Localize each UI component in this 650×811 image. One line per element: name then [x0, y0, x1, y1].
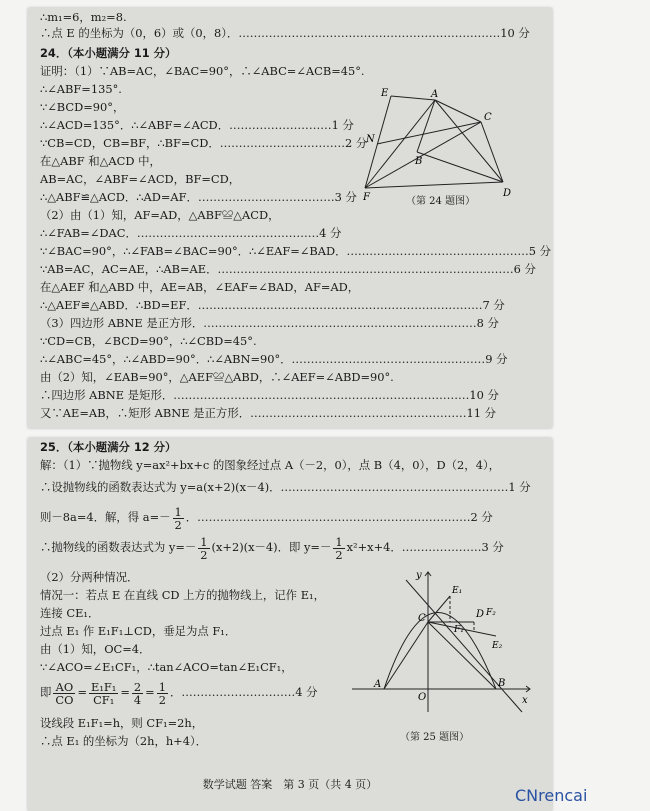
q24-line: AB=AC，∠ABF=∠ACD，BF=CD， [40, 172, 241, 186]
watermark: CNrencai [515, 786, 588, 805]
q24-line: ∵∠BAC=90°，∴∠FAB=∠BAC=90°．∴∠EAF=∠BAD．…………………………………………5 分 [40, 244, 552, 258]
q24-line: ∴△AEF≌△ABD．∴BD=EF．…………………………………………………………………7 分 [40, 298, 505, 312]
q24-line: 证明：（1）∵AB=AC，∠BAC=90°，∴∠ABC=∠ACB=45°. [40, 64, 365, 78]
q25-line-11-pre: 即 [40, 685, 52, 699]
fraction-denominator: 4 [133, 692, 142, 707]
label-F1: F₁ [454, 625, 464, 635]
q25-figure-caption: （第 25 题图） [400, 732, 470, 743]
q24-line: ∴四边形 ABNE 是矩形．……………………………………………………………………10 分 [40, 388, 499, 402]
q24-line: 在△ABF 和△ACD 中， [40, 154, 161, 168]
q24-line: 在△AEF 和△ABD 中，AE=AB，∠EAF=∠BAD，AF=AD， [40, 280, 360, 294]
q24-line: ∴∠ACD=135°．∴∠ABF=∠ACD．………………………1 分 [40, 118, 354, 132]
fraction-denominator: 2 [200, 547, 208, 562]
q25-line-4 [40, 534, 504, 561]
q25-line-12: 设线段 E₁F₁=h，则 CF₁=2h， [40, 716, 204, 730]
fraction-numerator: E₁F₁ [91, 679, 117, 694]
answer-sheet-top [28, 8, 552, 428]
label-B: B [415, 156, 423, 167]
fraction [132, 681, 143, 706]
q24-line: ∴m₁=6，m₂=8. [40, 10, 127, 24]
label-y: y [416, 570, 422, 581]
fraction-numerator: 1 [200, 534, 208, 549]
fraction-denominator: 2 [158, 692, 166, 707]
label-F: F [363, 192, 370, 203]
q24-line: 24．（本小题满分 11 分） [40, 46, 177, 60]
q25-line-13: ∴点 E₁ 的坐标为（2h，h+4）． [40, 734, 208, 748]
page-footer: 数学试题 答案 第 3 页（共 4 页） [202, 778, 378, 791]
fraction [53, 681, 75, 706]
label-C: C [418, 613, 426, 624]
q25-line-3 [40, 504, 493, 531]
fraction-numerator: 1 [335, 534, 343, 549]
q24-line: （3）四边形 ABNE 是正方形．………………………………………………………………8 分 [40, 316, 499, 330]
label-E1: E₁ [452, 586, 463, 596]
q24-line: ∴∠ABF=135°. [40, 82, 122, 96]
fraction-numerator: 1 [158, 679, 166, 694]
fraction-denominator: CO [55, 692, 74, 707]
fraction-numerator: 2 [133, 679, 142, 694]
q24-line: ∵CB=CD，CB=BF，∴BF=CD．……………………………2 分 [40, 136, 368, 150]
q24-figure-caption: （第 24 题图） [406, 196, 476, 207]
q24-line: ∵AB=AC，AC=AE，∴AB=AE．……………………………………………………………………6 分 [40, 262, 536, 276]
label-E: E [381, 88, 389, 99]
q25-line-3-pre: 则－8a=4．解，得 a=－ [40, 510, 171, 524]
fraction [89, 681, 118, 706]
label-C: C [484, 112, 492, 123]
label-D: D [503, 188, 512, 199]
fraction [157, 681, 168, 706]
label-x: x [522, 695, 528, 706]
label-E2: E₂ [492, 641, 503, 651]
label-O: O [418, 692, 427, 703]
label-A: A [374, 679, 382, 690]
q24-line: ∵CD=CB，∠BCD=90°，∴∠CBD=45°. [40, 334, 257, 348]
q25-line-2: ∴设抛物线的函数表达式为 y=a(x+2)(x－4)．……………………………………………………1 分 [40, 480, 531, 494]
q24-line: （2）由（1）知，AF=AD，△ABF≌△ACD， [40, 208, 280, 222]
q25-line-3-post: ．………………………………………………………………2 分 [185, 510, 493, 524]
q24-line: ∵∠BCD=90°， [40, 100, 125, 114]
q25-line-5: （2）分两种情况． [40, 570, 139, 584]
label-B: B [498, 678, 506, 689]
q24-line: ∴点 E 的坐标为（0，6）或（0，8）．……………………………………………………………10 分 [40, 26, 530, 40]
fraction [173, 506, 184, 531]
q25-line-6: 情况一：若点 E 在直线 CD 上方的抛物线上，记作 E₁， [40, 588, 325, 602]
label-N: N [366, 134, 375, 145]
q24-line: ∴△ABF≌△ACD．∴AD=AF．………………………………3 分 [40, 190, 357, 204]
q25-line-4-mid: (x+2)(x－4)．即 y=－ [211, 540, 332, 554]
q25-figure [346, 566, 536, 716]
fraction-denominator: 2 [174, 517, 182, 532]
q25-line-7: 连接 CE₁． [40, 606, 100, 620]
q24-figure [363, 88, 543, 208]
q25-line-9: 由（1）知，OC=4． [40, 642, 151, 656]
fraction [333, 536, 344, 561]
answer-sheet-bottom [28, 438, 552, 811]
q24-line: 又∵AE=AB，∴矩形 ABNE 是正方形．…………………………………………………11 分 [40, 406, 497, 420]
label-D: D [476, 609, 485, 620]
q25-line-4-post: x²+x+4．…………………3 分 [346, 540, 504, 554]
q25-line-11-post: ．…………………………4 分 [169, 685, 318, 699]
fraction-denominator: CF₁ [93, 692, 115, 707]
q25-line-1: 解：（1）∵抛物线 y=ax²+bx+c 的图象经过点 A（－2，0），点 B（4，0），D（2，4）， [40, 458, 501, 472]
q24-line: ∴∠ABC=45°，∴∠ABD=90°．∴∠ABN=90°．……………………………………………9 分 [40, 352, 508, 366]
q25-heading: 25．（本小题满分 12 分） [40, 440, 177, 454]
fraction-numerator: AO [53, 681, 75, 694]
q24-line: 由（2）知，∠EAB=90°，△AEF≌△ABD，∴∠AEF=∠ABD=90°. [40, 370, 394, 384]
q25-line-11: 即 $\frac{AO}{CO}$ = $\frac{\text{E₁F₁}}{\text{CF₁}}$ = $\frac{2}{4}$ = $\frac{1}{2}$ ．…………………………4 分 [40, 679, 318, 707]
q25-line-4-pre: ∴抛物线的函数表达式为 y=－ [40, 540, 197, 554]
fraction-denominator: 2 [335, 547, 343, 562]
fraction-numerator: 1 [174, 504, 182, 519]
label-A: A [431, 89, 439, 100]
q25-line-10: ∵∠ACO=∠E₁CF₁，∴tan∠ACO=tan∠E₁CF₁， [40, 660, 293, 674]
q25-line-8: 过点 E₁ 作 E₁F₁⊥CD，垂足为点 F₁． [40, 624, 237, 638]
fraction [198, 536, 209, 561]
label-F2: F₂ [486, 608, 496, 618]
q24-line: ∴∠FAB=∠DAC．…………………………………………4 分 [40, 226, 342, 240]
